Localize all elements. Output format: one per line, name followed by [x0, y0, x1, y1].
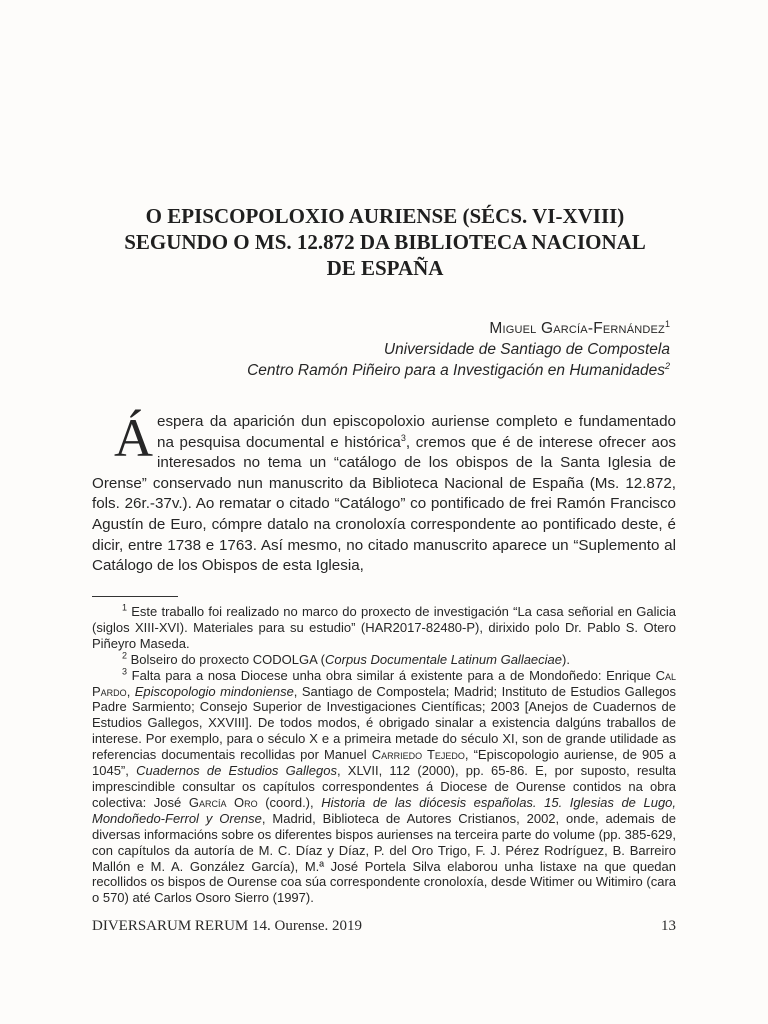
- title-line-1: O EPISCOPOLOXIO AURIENSE (SÉCS. VI-XVIII): [145, 204, 625, 228]
- footnote-3-number: 3: [122, 666, 128, 677]
- footnote-1-number: 1: [122, 602, 128, 613]
- body-text-part-2: , cremos que é de interese ofrecer aos interesados no tema un “catálogo de los obispos de la Santa Iglesia de Orense” conservado nun manuscrito da Biblioteca Nacional de España (Ms. 12.872, fols. 26r.-37v.). Ao rematar o citado “Catálogo” co pontificado de frei Ramón Francisco Agustín de Euro, cómpre datalo na cronoloxía correspondente ao pontificado deste, é dicir, entre 1738 e 1763. Así mesmo, no citado manuscrito aparece un “Suplemento al Catálogo de los Obispos de esta Iglesia,: [92, 433, 676, 575]
- journal-citation: DIVERSARUM RERUM 14. Ourense. 2019: [92, 918, 362, 934]
- footnote-3-author-3: García Oro: [188, 794, 258, 810]
- footnote-3-text-e: , XLVII, 112 (2000), pp. 65-86. E, por suposto, resulta imprescindible consultar os capítulos correspondentes á Diocese de Ourense contidos na obra colectiva: José: [92, 763, 676, 810]
- body-footnote-ref[interactable]: 3: [400, 432, 406, 443]
- footnote-3-text-a: Falta para a nosa Diocese unha obra similar á existente para a de Mondoñedo: Enrique: [127, 667, 656, 683]
- footnote-3-author-2: Carriedo Tejedo: [371, 747, 465, 763]
- footnote-2: [92, 652, 676, 668]
- affiliation-centre-text: Centro Ramón Piñeiro para a Investigación en Humanidades: [247, 362, 665, 379]
- footnote-2-text-b: ).: [562, 651, 570, 667]
- footnote-3-text-b: ,: [126, 683, 135, 699]
- footnote-3-work-2: Cuadernos de Estudios Gallegos: [136, 763, 337, 779]
- footnote-3-text-g: , Madrid, Biblioteca de Autores Cristianos, 2002, onde, ademais de diversas informacións sobre os diferentes bispos aurienses na terceira parte do volume (pp. 385-629, con capítulos da autoría de M. C. Díaz y Díaz, P. del Oro Trigo, F. J. Pérez Rodríguez, B. Barreiro Mallón e M. A. González García), M.ª José Portela Silva elaborou unha listaxe na que quedan recollidos os bispos de Ourense coa súa correspondente cronoloxía, desde Witimer ou Witimiro (cara o 570) até Carlos Osoro Sierro (1997).: [92, 810, 676, 906]
- body-text-part-1: espera da aparición dun episcopoloxio auriense completo e fundamentado na pesquisa documental e histórica: [157, 413, 676, 451]
- footnote-2-number: 2: [122, 650, 128, 661]
- affiliation-centre: [150, 360, 670, 381]
- footnote-3-text-c: , Santiago de Compostela; Madrid; Instituto de Estudios Gallegos Padre Sarmiento; Consejo Superior de Investigaciones Científicas; 2003 [Anejos de Cuadernos de Estudios Gallegos, XXVIII]. De todos modos, é obrigado sinalar a existencia dalgúns traballos de interese. Por exemplo, para o século X e a primeira metade do século XI, son de grande utilidade as referencias documentais recollidas por Manuel: [92, 683, 676, 763]
- footnotes: [92, 604, 676, 906]
- footnote-1-text: Este traballo foi realizado no marco do proxecto de investigación “La casa señorial en Galicia (siglos XIII-XVI). Materiales para su estudio” (HAR2017-82480-P), dirixido polo Dr. Pablo S. Otero Piñeyro Maseda.: [92, 604, 676, 651]
- author-name: Miguel García-Fernández: [489, 320, 665, 337]
- footnote-2-text-a: Bolseiro do proxecto CODOLGA (: [127, 651, 325, 667]
- author-block: [150, 318, 670, 381]
- affiliation-university: Universidade de Santiago de Compostela: [383, 341, 670, 358]
- footnote-3-author-1: Cal Pardo: [92, 667, 676, 699]
- footnote-separator: [92, 596, 178, 597]
- page-number: 13: [661, 918, 676, 934]
- footnote-3-work-1: Episcopologio mindoniense: [134, 683, 294, 699]
- body-paragraph: [92, 408, 676, 577]
- title-line-3: DE ESPAÑA: [326, 256, 444, 280]
- footnote-3-text-f: (coord.),: [257, 794, 322, 810]
- footnote-2-corpus-title: Corpus Documentale Latinum Gallaeciae: [325, 651, 563, 667]
- affiliation-footnote-ref[interactable]: 2: [664, 360, 670, 371]
- footnote-3-text-d: , “Episcopologio auriense, de 905 a 1045”,: [92, 747, 677, 779]
- author-footnote-ref[interactable]: 1: [664, 318, 670, 329]
- footnote-3: [92, 668, 676, 907]
- article-title: [92, 203, 678, 281]
- title-line-2: SEGUNDO O MS. 12.872 DA BIBLIOTECA NACIONAL: [124, 230, 646, 254]
- drop-cap: Á: [114, 408, 153, 468]
- footnote-1: [92, 604, 676, 652]
- footnote-3-work-3: Historia de las diócesis españolas. 15. Iglesias de Lugo, Mondoñedo-Ferrol y Orense: [92, 794, 677, 826]
